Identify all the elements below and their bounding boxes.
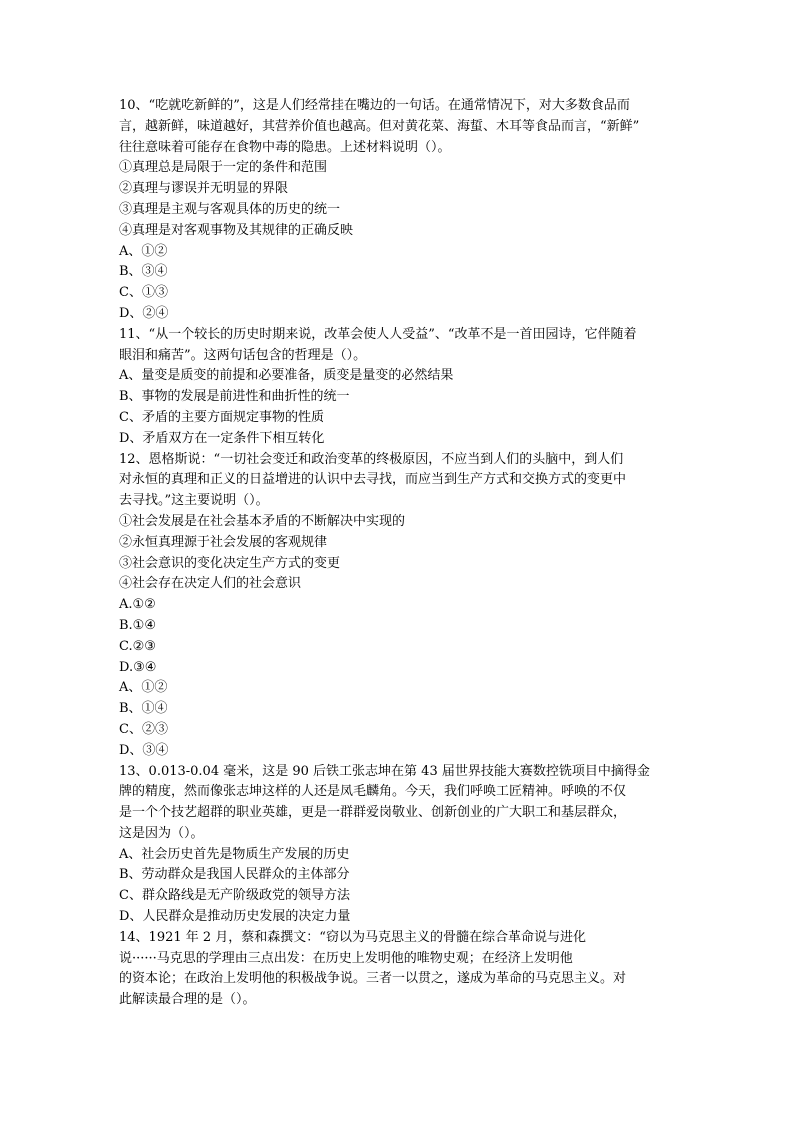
option-line: ④社会存在决定人们的社会意识 [119,576,302,592]
question-stem-line: 对永恒的真理和正义的日益增进的认识中去寻找，而应当到生产方式和交换方式的变更中 [119,472,627,488]
option-line: C、矛盾的主要方面规定事物的性质 [119,409,324,425]
option-line: A、社会历史首先是物质生产发展的历史 [119,846,350,862]
option-line: B、事物的发展是前进性和曲折性的统一 [119,389,350,405]
question-stem-line: 这是因为（）。 [119,825,204,841]
question-stem-line: 往往意味着可能存在食物中毒的隐患。上述材料说明（）。 [119,139,451,155]
question-stem-line: 是一个个技艺超群的职业英雄，更是一群群爱岗敬业、创新创业的广大职工和基层群众， [119,805,627,821]
option-line: C.②③ [119,638,156,654]
question-block [119,96,684,325]
option-line: A、量变是质变的前提和必要准备，质变是量变的必然结果 [119,368,454,384]
option-line: A、①② [119,243,168,259]
option-line: D、③④ [119,742,169,758]
document-page [119,96,684,1011]
option-line: C、群众路线是无产阶级政党的领导方法 [119,888,350,904]
question-stem-line: 11、“从一个较长的历史时期来说，改革会使人人受益”、“改革不是一首田园诗，它伴随着 [119,326,637,342]
question-block [119,928,684,1011]
option-line: ②真理与谬误并无明显的界限 [119,181,289,197]
option-line: ①真理总是局限于一定的条件和范围 [119,160,328,176]
question-stem-line: 的资本论；在政治上发明他的积极战争说。三者一以贯之，遂成为革命的马克思主义。对 [119,971,627,987]
option-line: B、劳动群众是我国人民群众的主体部分 [119,867,350,883]
option-line: ③社会意识的变化决定生产方式的变更 [119,555,341,571]
option-line: D、②④ [119,305,169,321]
option-line: B.①④ [119,617,156,633]
question-block [119,325,684,450]
option-line: ②永恒真理源于社会发展的客观规律 [119,534,328,550]
question-block [119,450,684,762]
option-line: ③真理是主观与客观具体的历史的统一 [119,201,341,217]
question-stem-line: 10、“吃就吃新鲜的”，这是人们经常挂在嘴边的一句话。在通常情况下，对大多数食品而 [119,98,630,113]
option-line: ①社会发展是在社会基本矛盾的不断解决中实现的 [119,513,406,529]
question-stem-line: 12、恩格斯说：“一切社会变迁和政治变革的终极原因，不应当到人们的头脑中，到人们 [119,451,624,467]
question-stem-line: 说······马克思的学理由三点出发：在历史上发明他的唯物史观；在经济上发明他 [119,950,573,966]
option-line: C、①③ [119,285,168,301]
question-stem-line: 14、1921 年 2 月，蔡和森撰文：“窃以为马克思主义的骨髓在综合革命说与进化 [119,929,586,945]
question-stem-line: 牌的精度，然而像张志坤这样的人还是凤毛麟角。今天，我们呼唤工匠精神。呼唤的不仅 [119,784,627,800]
option-line: D、人民群众是推动历史发展的决定力量 [119,909,351,925]
option-line: A、①② [119,680,168,696]
question-stem-line: 言，越新鲜，味道越好，其营养价值也越高。但对黄花菜、海蜇、木耳等食品而言，“新鲜” [119,118,640,134]
question-stem-line: 此解读最合理的是（）。 [119,992,256,1008]
question-stem-line: 眼泪和痛苦”。这两句话包含的哲理是（）。 [119,347,367,363]
option-line: ④真理是对客观事物及其规律的正确反映 [119,222,354,238]
option-line: B、①④ [119,701,168,717]
option-line: D.③④ [119,659,157,675]
question-stem-line: 13、0.013-0.04 毫米，这是 90 后铁工张志坤在第 43 届世界技能大赛数控铣项目中摘得金 [119,763,650,779]
option-line: D、矛盾双方在一定条件下相互转化 [119,430,325,446]
question-stem-line: 去寻找。”这主要说明（）。 [119,493,269,509]
question-block [119,762,684,928]
option-line: A.①② [119,597,156,613]
option-line: C、②③ [119,721,168,737]
option-line: B、③④ [119,264,168,280]
